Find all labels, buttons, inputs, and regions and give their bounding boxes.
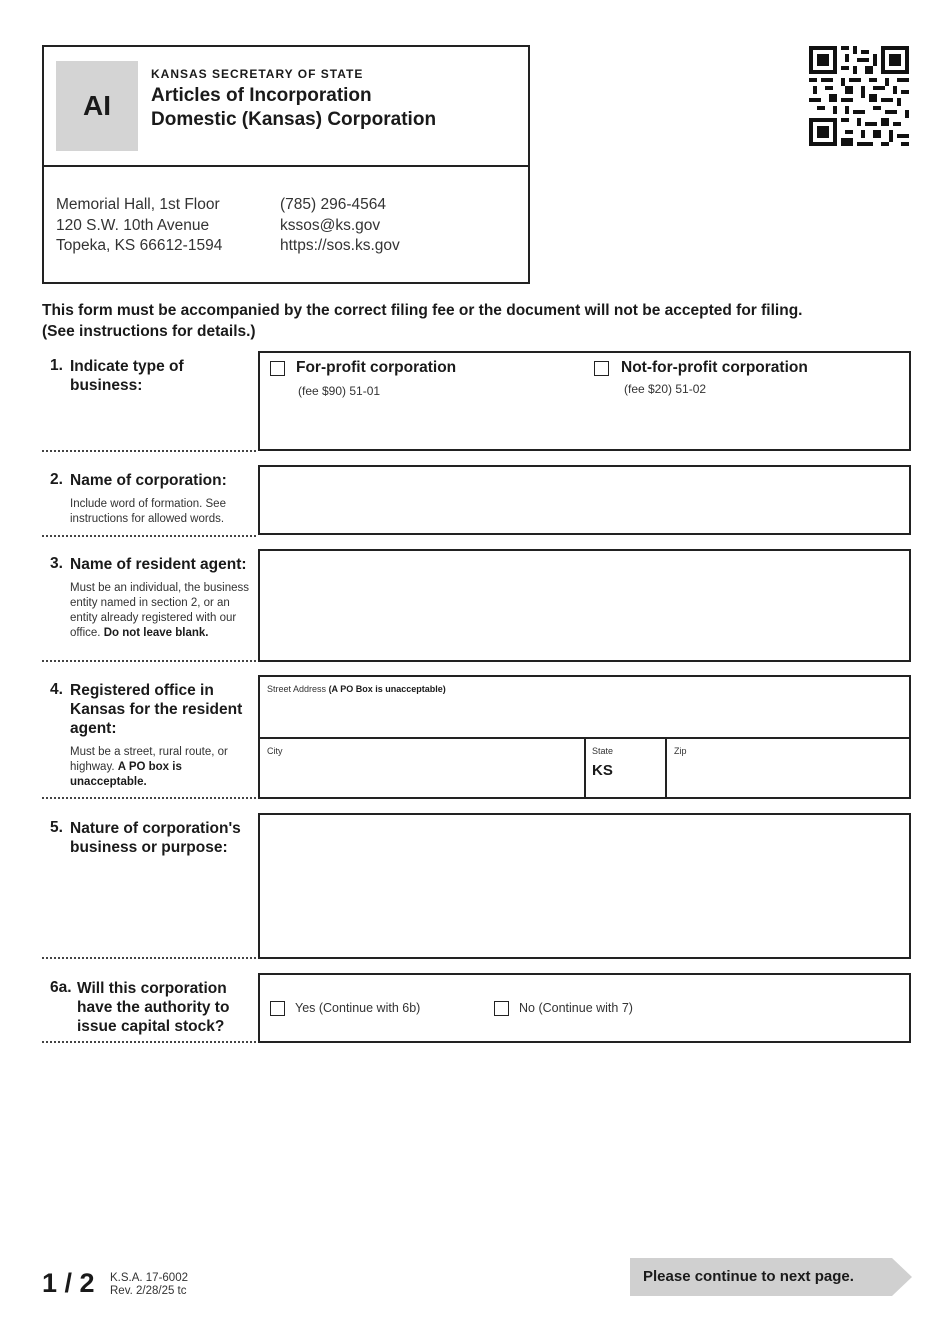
- form-header: [42, 45, 530, 284]
- header-title-area: [44, 47, 528, 167]
- section-3-label: [42, 555, 256, 662]
- section-help: [70, 581, 256, 641]
- address-line: 120 S.W. 10th Avenue: [56, 216, 210, 234]
- revision-date: Rev. 2/28/25 tc: [110, 1285, 187, 1297]
- for-profit-label: For-profit corporation: [296, 359, 457, 376]
- form-title-line2: Domestic (Kansas) Corporation: [151, 109, 437, 130]
- email-link[interactable]: kssos@ks.gov: [280, 216, 381, 234]
- stock-yes-checkbox[interactable]: [270, 1001, 285, 1016]
- section-help: [70, 745, 235, 790]
- business-type-field: [258, 351, 911, 451]
- not-for-profit-fee: (fee $20) 51-02: [624, 382, 707, 396]
- office-contact: [280, 195, 400, 257]
- street-address-label: [267, 684, 446, 694]
- help-emphasis: A PO box is unacceptable.: [70, 761, 182, 788]
- help-text: Must be a street, rural route, or highway.: [70, 746, 228, 773]
- stock-no-checkbox[interactable]: [494, 1001, 509, 1016]
- section-number: 1.: [50, 357, 63, 374]
- notice-line: This form must be accompanied by the correct filing fee or the document will not be accepted for filing.: [42, 302, 803, 319]
- section-4-label: [42, 681, 256, 799]
- section-title: Registered office in Kansas for the resident agent:: [70, 682, 243, 737]
- state-label: State: [592, 746, 614, 756]
- section-title: Will this corporation have the authority to issue capital stock?: [77, 980, 230, 1035]
- for-profit-checkbox[interactable]: [270, 361, 285, 376]
- form-code-badge: AI: [56, 61, 138, 151]
- section-number: 2.: [50, 471, 63, 488]
- section-title: Indicate type of business:: [70, 358, 184, 394]
- section-title: Nature of corporation's business or purpose:: [70, 820, 241, 856]
- section-number: 5.: [50, 819, 63, 836]
- registered-office-field: [258, 675, 911, 799]
- section-number: 4.: [50, 681, 63, 698]
- section-5-label: [42, 819, 256, 959]
- section-2-label: [42, 471, 256, 537]
- section-help: Include word of formation. See instructions for allowed words.: [70, 498, 226, 525]
- state-field: [586, 739, 667, 797]
- statute-citation: [110, 1272, 188, 1298]
- street-address-input[interactable]: [260, 677, 909, 739]
- capital-stock-field: [258, 973, 911, 1043]
- continue-text: Please continue to next page.: [643, 1268, 854, 1285]
- section-6a-label: [42, 979, 256, 1043]
- corporation-name-input[interactable]: [258, 465, 911, 535]
- street-label-note: (A PO Box is unacceptable): [328, 684, 446, 694]
- section-number: 3.: [50, 555, 63, 572]
- street-label-text: Street Address: [267, 684, 327, 694]
- state-value: KS: [592, 762, 613, 779]
- stock-no-label: No (Continue with 7): [519, 1001, 633, 1015]
- not-for-profit-label: Not-for-profit corporation: [621, 359, 808, 376]
- statute-ref: K.S.A. 17-6002: [110, 1272, 188, 1284]
- page-number: 1 / 2: [42, 1268, 95, 1298]
- notice-line: (See instructions for details.): [42, 323, 256, 340]
- qr-code-icon: [809, 46, 909, 146]
- website-link[interactable]: https://sos.ks.gov: [280, 237, 400, 254]
- city-input[interactable]: [260, 739, 586, 797]
- for-profit-fee: (fee $90) 51-01: [298, 384, 381, 398]
- resident-agent-input[interactable]: [258, 549, 911, 662]
- section-title: Name of corporation:: [70, 472, 227, 489]
- help-text: Must be an individual, the business entity named in section 2, or an entity already registered with our office.: [70, 582, 249, 639]
- city-label: City: [267, 746, 283, 756]
- address-line: Topeka, KS 66612-1594: [56, 237, 223, 254]
- phone-number: (785) 296-4564: [280, 196, 386, 213]
- agency-name: KANSAS SECRETARY OF STATE: [151, 67, 364, 81]
- address-line: Memorial Hall, 1st Floor: [56, 196, 220, 213]
- zip-label: Zip: [674, 746, 687, 756]
- office-address: [56, 195, 222, 257]
- business-purpose-input[interactable]: [258, 813, 911, 959]
- section-title: Name of resident agent:: [70, 556, 247, 573]
- section-1-label: [42, 357, 256, 452]
- stock-yes-label: Yes (Continue with 6b): [295, 1001, 421, 1015]
- not-for-profit-checkbox[interactable]: [594, 361, 609, 376]
- form-title-line1: Articles of Incorporation: [151, 85, 372, 106]
- help-emphasis: Do not leave blank.: [103, 627, 209, 639]
- zip-input[interactable]: [667, 739, 909, 797]
- continue-next-page-banner[interactable]: [630, 1258, 912, 1296]
- filing-fee-notice: [42, 300, 802, 342]
- section-number: 6a.: [50, 979, 72, 996]
